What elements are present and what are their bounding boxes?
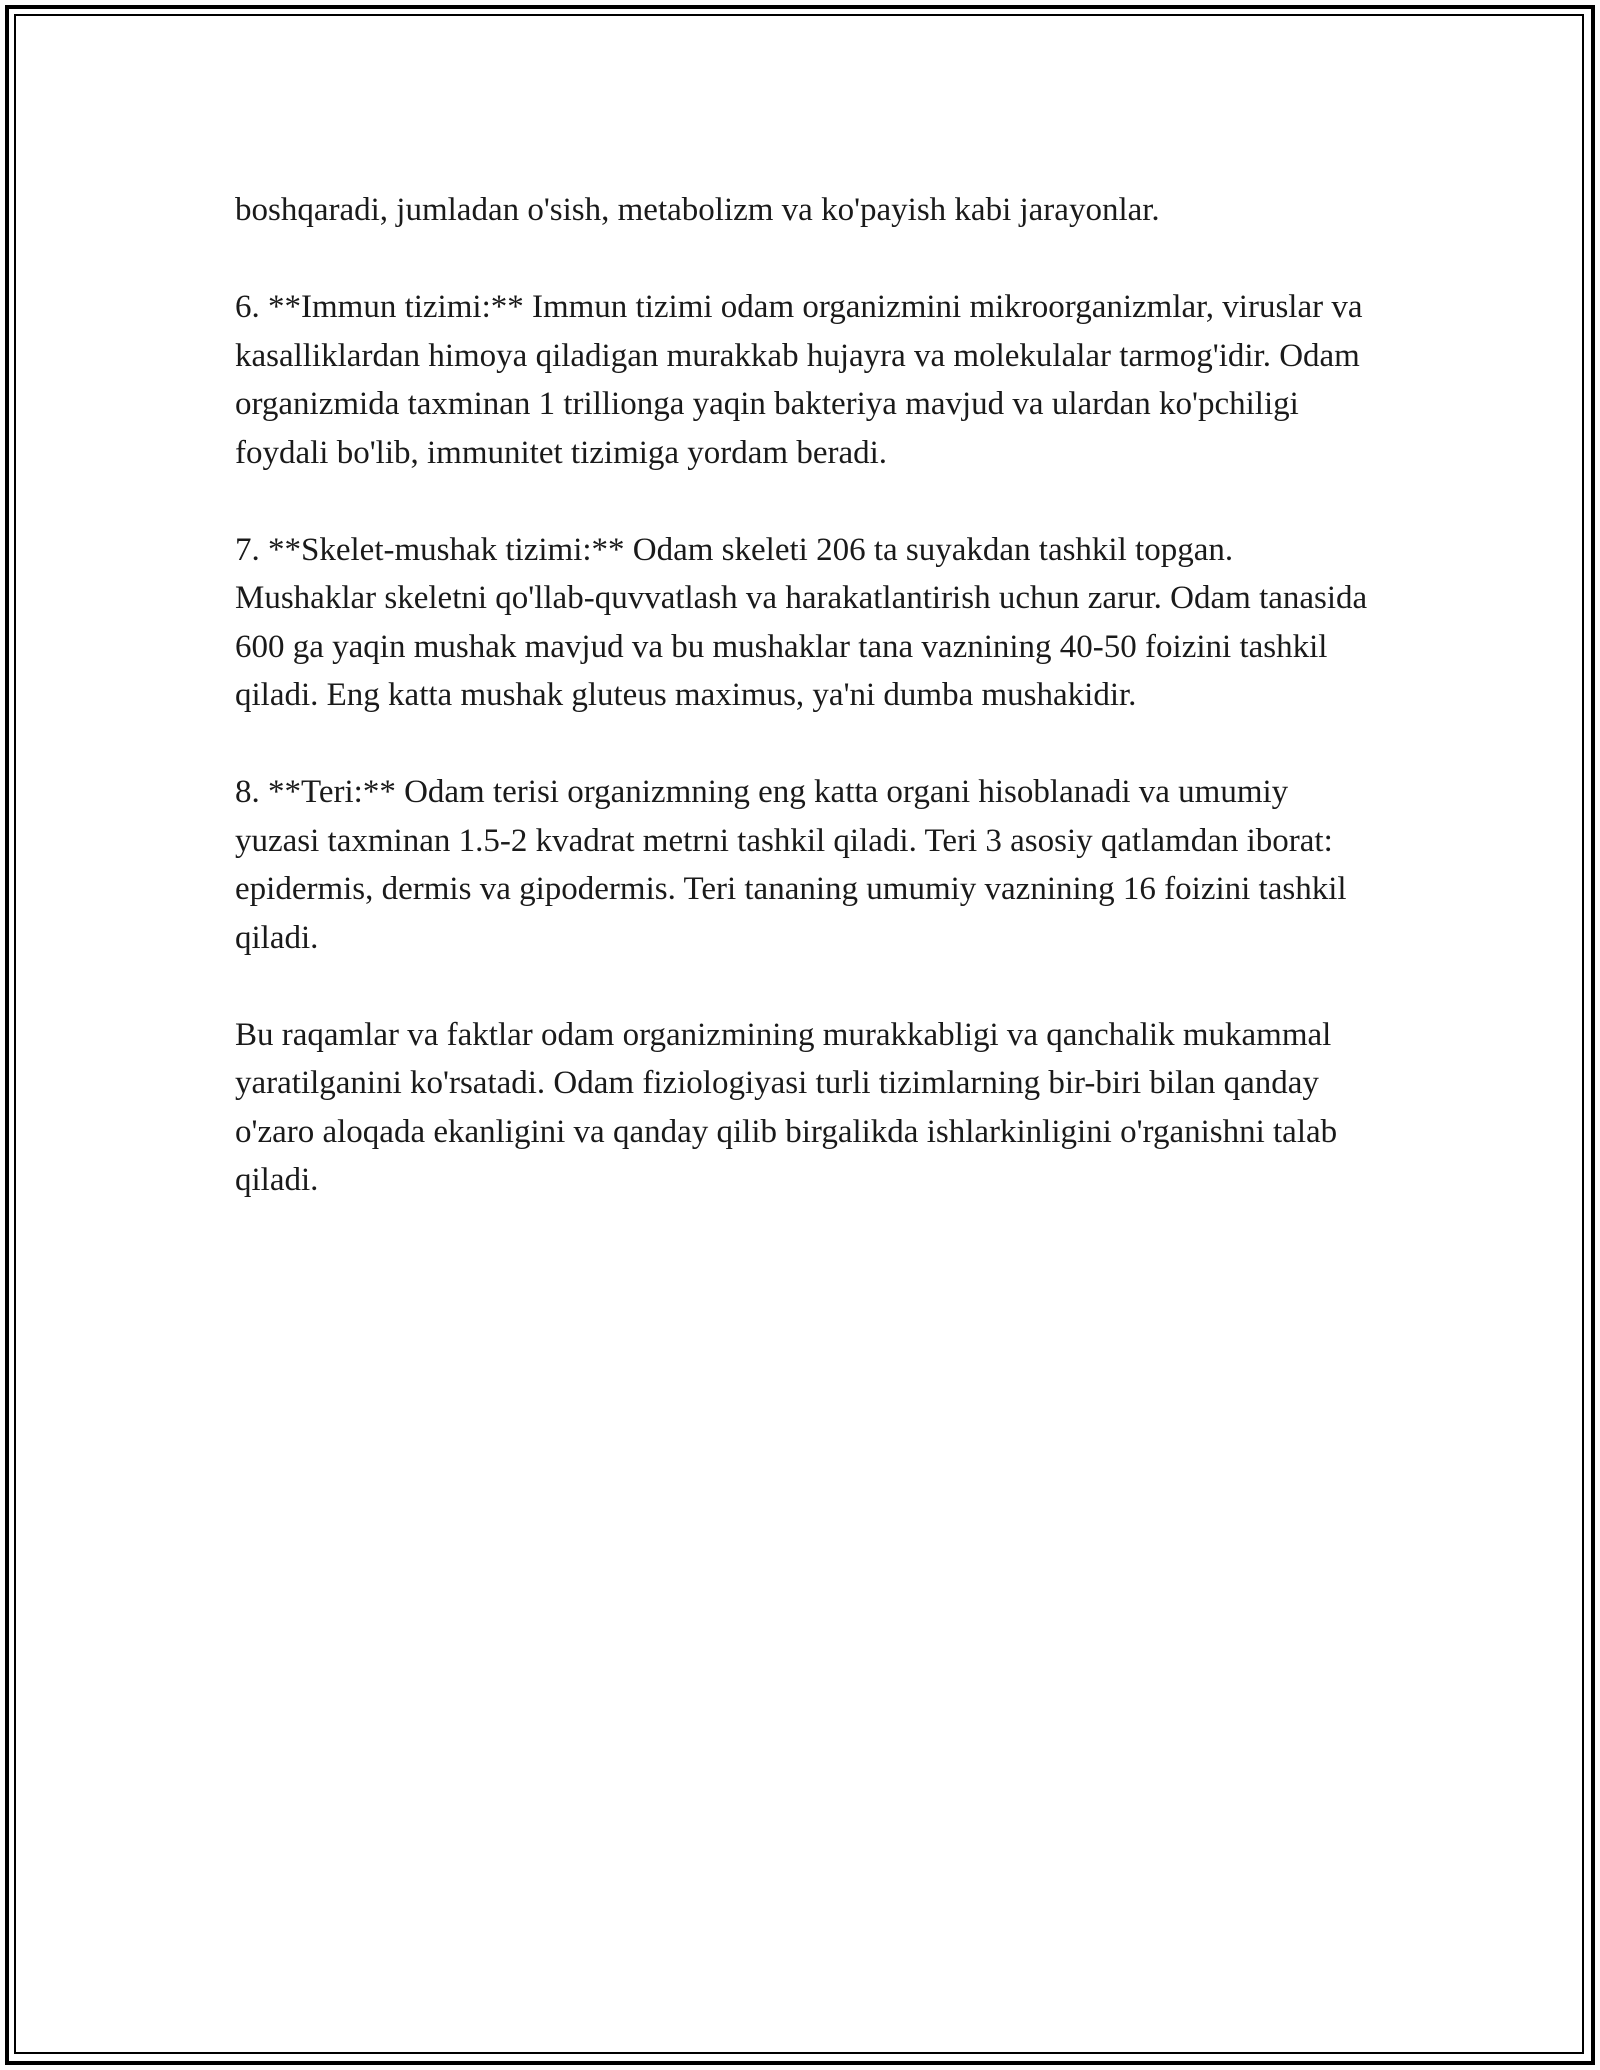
paragraph-musculoskeletal-system: 7. **Skelet-mushak tizimi:** Odam skeleti 206 ta suyakdan tashkil topgan. Mushaklar skeletni qo'llab-quvvatlash va harakatlantirish uchun zarur. Odam tanasida 600 ga yaqin mushak mavjud va bu mushaklar tana vaznining 40-50 foizini tashkil qiladi. Eng katta mushak gluteus maximus, ya'ni dumba mushakidir. — [235, 531, 1368, 713]
paragraph-skin: 8. **Teri:** Odam terisi organizmning eng katta organi hisoblanadi va umumiy yuzasi taxminan 1.5-2 kvadrat metrni tashkil qiladi. Teri 3 asosiy qatlamdan iborat: epidermis, dermis va gipodermis. Teri tananing umumiy vaznining 16 foizini tashkil qiladi. — [235, 774, 1347, 956]
paragraph-endocrine-continuation: boshqaradi, jumladan o'sish, metabolizm va ko'payish kabi jarayonlar. — [235, 192, 1160, 228]
document-body — [235, 186, 1375, 1253]
paragraph-conclusion: Bu raqamlar va faktlar odam organizmining murakkabligi va qanchalik mukammal yaratilganini ko'rsatadi. Odam fiziologiyasi turli tizimlarning bir-biri bilan qanday o'zaro aloqada ekanligini va qanday qilib birgalikda ishlarkinligini o'rganishni talab qiladi. — [235, 1016, 1338, 1198]
paragraph-immune-system: 6. **Immun tizimi:** Immun tizimi odam organizmini mikroorganizmlar, viruslar va kasalliklardan himoya qiladigan murakkab hujayra va molekulalar tarmog'idir. Odam organizmida taxminan 1 trillionga yaqin bakteriya mavjud va ulardan ko'pchiligi foydali bo'lib, immunitet tizimiga yordam beradi. — [235, 289, 1363, 471]
